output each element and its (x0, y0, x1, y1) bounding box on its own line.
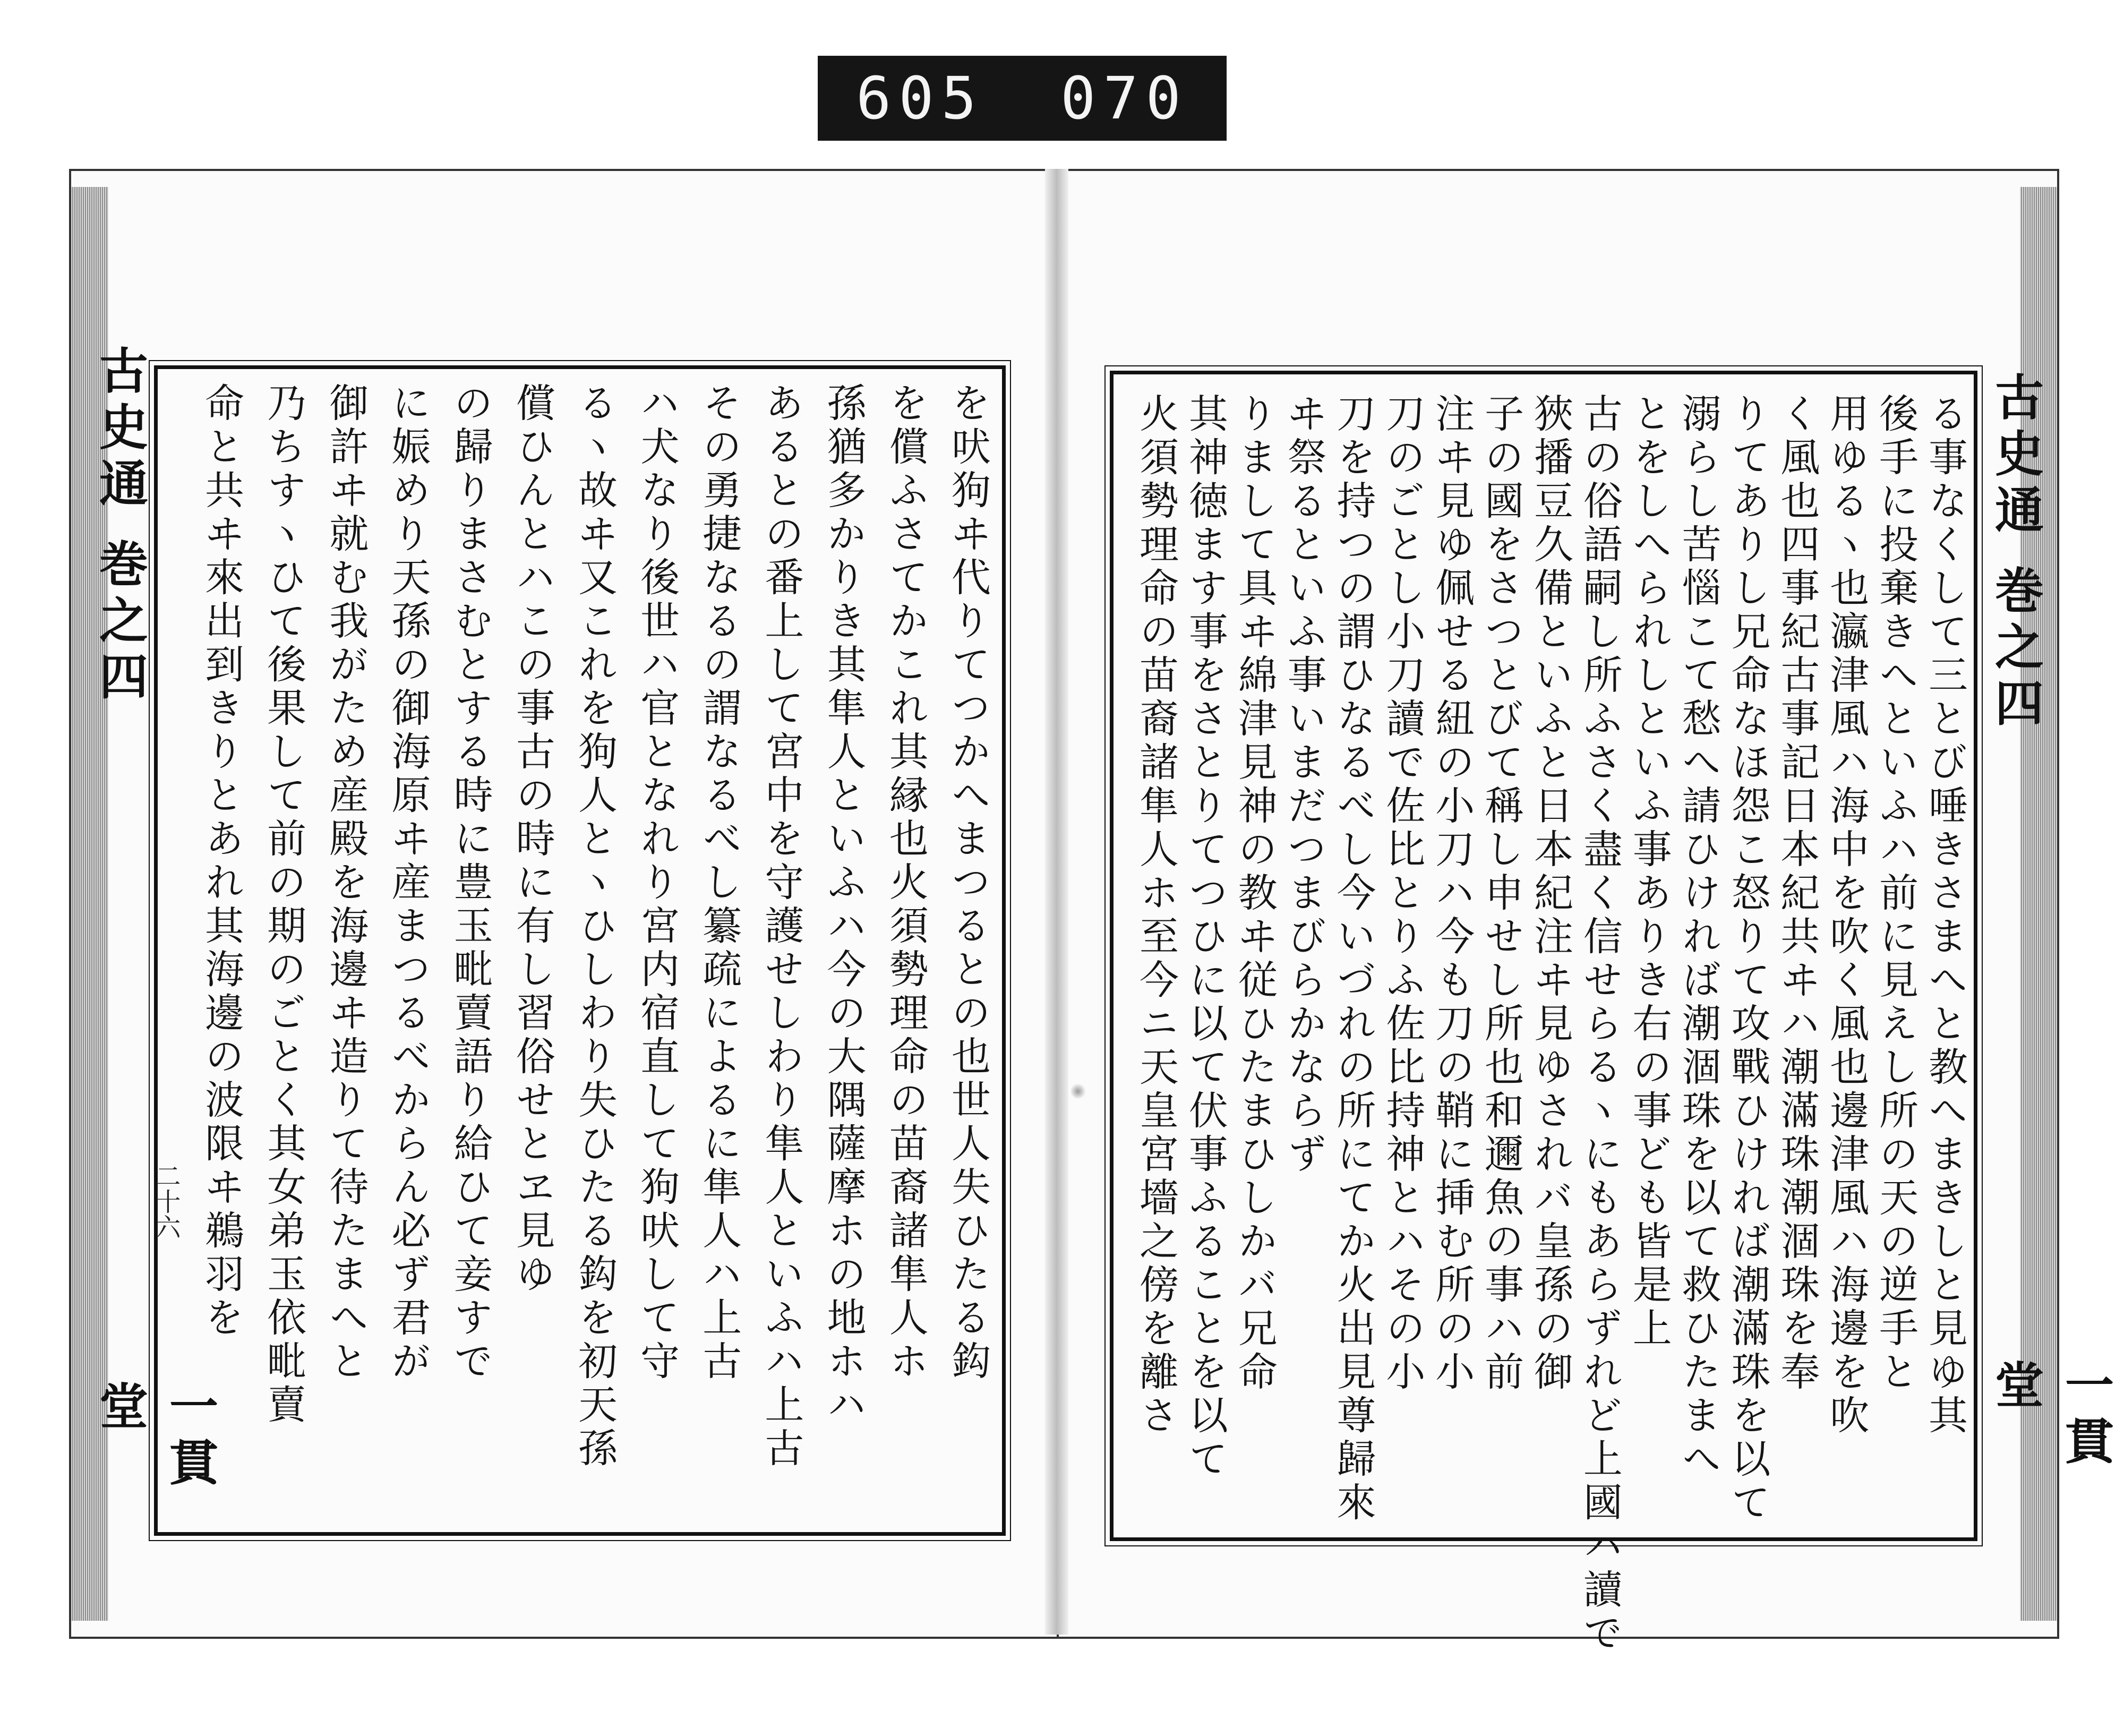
ink-speck (1070, 1083, 1086, 1099)
text-column: 乃ちすヽひて後果して前の期のごとく其女弟玉依毗賣 (261, 382, 307, 1427)
text-column: 溺らし苦惱こて愁へ請ひければ潮涸珠を以て救ひたまへ (1675, 393, 1722, 1482)
right-margin-publisher: 一貫堂 (1987, 1359, 2114, 1472)
text-column: 子の國をさつとびて稱し申せし所也和邇魚の事ハ前 (1478, 393, 1525, 1395)
text-column: あるとの番上して宮中を守護せしわり隼人といふハ上古 (758, 382, 804, 1471)
text-column: に娠めり天孫の御海原ヰ産まつるべからん必ず君が (385, 382, 431, 1384)
right-margin-title: 古史通 巻之四 (1987, 372, 2044, 734)
right-text-body (1133, 393, 1968, 1656)
text-column: の歸りまさむとする時に豊玉毗賣語り給ひて妾すで (447, 382, 493, 1384)
catalog-number-right: 070 (1060, 64, 1188, 132)
text-column: るヽ故ヰ又これを狗人とヽひしわり失ひたる鈎を初天孫 (571, 382, 618, 1471)
text-column: 注ヰ見ゆ佩せる紐の小刀ハ今も刀の鞘に挿む所の小 (1429, 393, 1475, 1395)
text-column: 古の俗語嗣し所ふさく盡く信せらるヽにもあらずれど上國ハ讀で (1577, 393, 1623, 1656)
catalog-label-plate (818, 56, 1227, 141)
text-column: その勇捷なるの謂なるべし纂疏によるに隼人ハ上古 (696, 382, 742, 1384)
text-column: 刀を持つの謂ひなるべし今いづれの所にてか火出見尊歸來 (1330, 393, 1376, 1525)
text-column: 刀のごとし小刀讀で佐比とりふ佐比持神とハその小 (1380, 393, 1426, 1395)
text-column: 孫猶多かりき其隼人といふハ今の大隅薩摩ホの地ホハ (820, 382, 867, 1427)
text-column: 用ゆるヽ也瀛津風ハ海中を吹く風也邊津風ハ海邊を吹 (1823, 393, 1870, 1438)
catalog-number-left: 605 (856, 64, 984, 132)
text-column: る事なくして三とび唾きさまへと教へまきしと見ゆ其 (1922, 393, 1968, 1438)
text-column: 火須勢理命の苗裔諸隼人ホ至今ニ天皇宮墻之傍を離さ (1133, 393, 1179, 1438)
text-column: 狹播豆久備といふと日本紀注ヰ見ゆされバ皇孫の御 (1528, 393, 1573, 1395)
text-column: く風也四事紀古事記日本紀共ヰハ潮滿珠潮涸珠を奉 (1774, 393, 1820, 1395)
left-margin-title: 古史通 巻之四 (91, 345, 149, 708)
text-column: りまして具ヰ綿津見神の教ヰ従ひたまひしかバ兄命 (1231, 393, 1278, 1395)
left-text-body (199, 382, 991, 1513)
text-column: 後手に投棄きへといふハ前に見えし所の天の逆手と (1873, 393, 1919, 1395)
text-column: ヰ祭るといふ事いまだつまびらかならず (1281, 393, 1327, 1177)
text-column: 償ひんとハこの事古の時に有し習俗せとヱ見ゆ (509, 382, 555, 1297)
text-column: を吠狗ヰ代りてつかへまつるとの也世人失ひたる鈎 (945, 382, 991, 1384)
text-column: を償ふさてかこれ其縁也火須勢理命の苗裔諸隼人ホ (883, 382, 929, 1384)
text-column: ハ犬なり後世ハ官となれり宮内宿直して狗吠して守 (634, 382, 680, 1384)
book-gutter (1045, 169, 1068, 1635)
text-column: 命と共ヰ來出到きりとあれ其海邊の波限ヰ鵜羽を (199, 382, 244, 1340)
text-column: 御許ヰ就む我がため産殿を海邊ヰ造りて待たまへと (323, 382, 369, 1384)
text-column: 其神徳ます事をさとりてつひに以て伏事ふることを以て (1182, 393, 1228, 1482)
text-column: りてありし兄命なほ怨こ怒りて攻戰ひければ潮滿珠を以て (1725, 393, 1771, 1525)
page-number: 二十六 (151, 1163, 181, 1239)
left-margin-publisher: 一貫堂 (91, 1381, 219, 1493)
text-column: とをしへられしといふ事ありき右の事ども皆是上 (1626, 393, 1672, 1351)
